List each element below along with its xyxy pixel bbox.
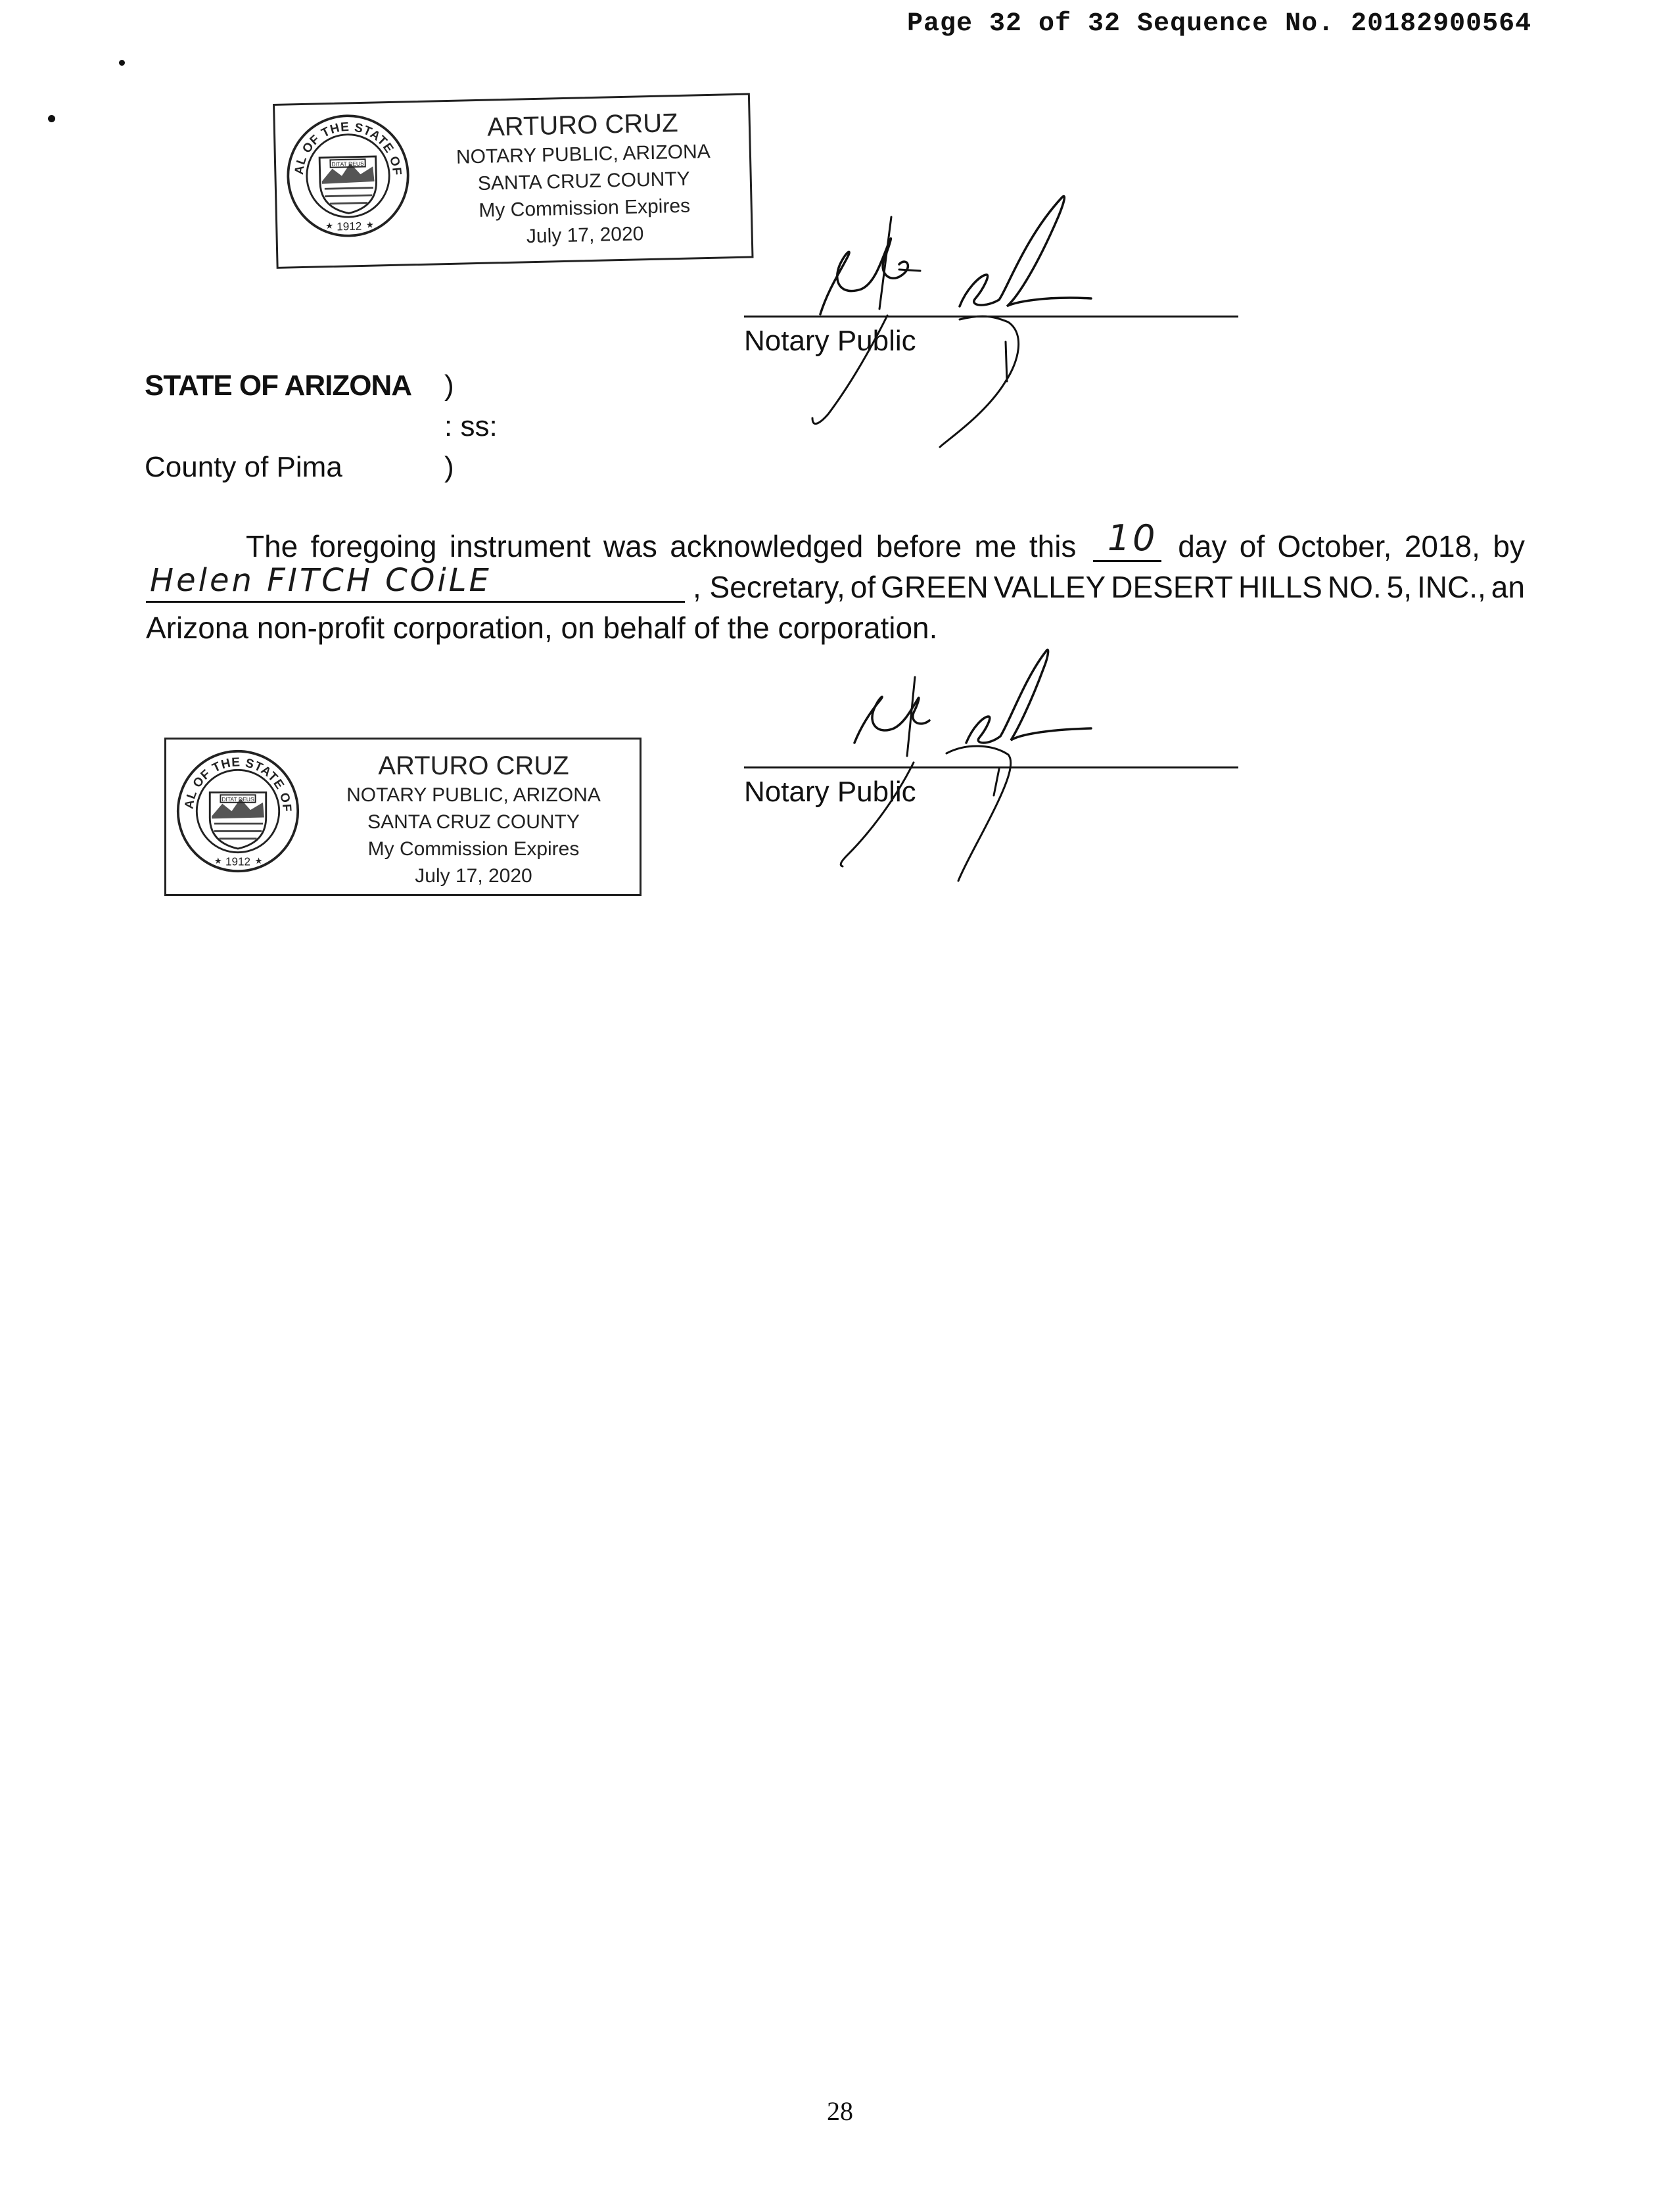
paragraph-line-3: Arizona non-profit corporation, on behalf of the corporation. bbox=[146, 611, 938, 645]
venue-county-paren: ) bbox=[444, 451, 454, 483]
svg-text:GREAT SEAL OF THE STATE OF ARI: AL OF THE STATE OF bbox=[182, 755, 294, 813]
handwritten-signer-name: Helen FITCH COiLE bbox=[150, 562, 492, 599]
notary-stamp bbox=[164, 738, 642, 896]
acknowledgment-paragraph bbox=[146, 517, 1525, 648]
svg-text:DITAT DEUS: DITAT DEUS bbox=[222, 795, 254, 803]
notary-county: SANTA CRUZ COUNTY bbox=[367, 811, 580, 833]
svg-text:1912: 1912 bbox=[337, 220, 362, 233]
svg-text:★: ★ bbox=[325, 220, 334, 231]
commission-label: My Commission Expires bbox=[478, 195, 691, 222]
notary-public-label: Notary Public bbox=[744, 776, 916, 808]
notary-name: ARTURO CRUZ bbox=[486, 108, 679, 142]
scan-mark bbox=[119, 60, 125, 66]
notary-name: ARTURO CRUZ bbox=[378, 751, 569, 780]
day-blank bbox=[1093, 517, 1161, 562]
notary-title: NOTARY PUBLIC, ARIZONA bbox=[455, 140, 711, 168]
notary-signature bbox=[749, 644, 1104, 894]
signature-line bbox=[744, 766, 1238, 768]
commission-expiration: July 17, 2020 bbox=[415, 865, 532, 887]
notary-signature bbox=[749, 191, 1104, 454]
commission-expiration: July 17, 2020 bbox=[526, 223, 644, 248]
notary-stamp bbox=[273, 93, 754, 269]
scan-mark bbox=[48, 115, 55, 122]
state-seal-icon bbox=[284, 112, 411, 239]
state-seal-icon bbox=[175, 749, 300, 874]
svg-text:★: ★ bbox=[254, 855, 263, 866]
venue-state: STATE OF ARIZONA bbox=[145, 369, 412, 402]
page-sequence-header: Page 32 of 32 Sequence No. 20182900564 bbox=[907, 9, 1532, 39]
svg-text:GREAT SEAL OF THE STATE OF ARI: SEAL OF THE STATE OF bbox=[292, 120, 404, 177]
paragraph-line-1: The foregoing instrument was acknowledged before me this 10 day of October, 2018, by bbox=[246, 517, 1525, 563]
notary-county: SANTA CRUZ COUNTY bbox=[477, 168, 691, 195]
signature-line bbox=[744, 316, 1238, 318]
notary-public-label: Notary Public bbox=[744, 325, 916, 357]
venue-state-paren: ) bbox=[444, 369, 454, 402]
page-number: 28 bbox=[827, 2096, 853, 2126]
svg-text:★: ★ bbox=[365, 220, 374, 230]
svg-text:★: ★ bbox=[214, 855, 222, 866]
notary-title: NOTARY PUBLIC, ARIZONA bbox=[346, 784, 601, 806]
paragraph-line-2: Helen FITCH COiLE , Secretary, of GREEN VALLEY DESERT HILLS NO. 5, INC., an bbox=[146, 567, 1525, 607]
commission-label: My Commission Expires bbox=[367, 838, 580, 860]
venue-ss: : ss: bbox=[444, 410, 498, 442]
svg-text:DITAT DEUS: DITAT DEUS bbox=[331, 160, 364, 168]
handwritten-day: 10 bbox=[1107, 517, 1158, 559]
signer-name-blank bbox=[146, 562, 685, 603]
venue-county: County of Pima bbox=[145, 451, 342, 483]
svg-text:1912: 1912 bbox=[225, 855, 251, 868]
